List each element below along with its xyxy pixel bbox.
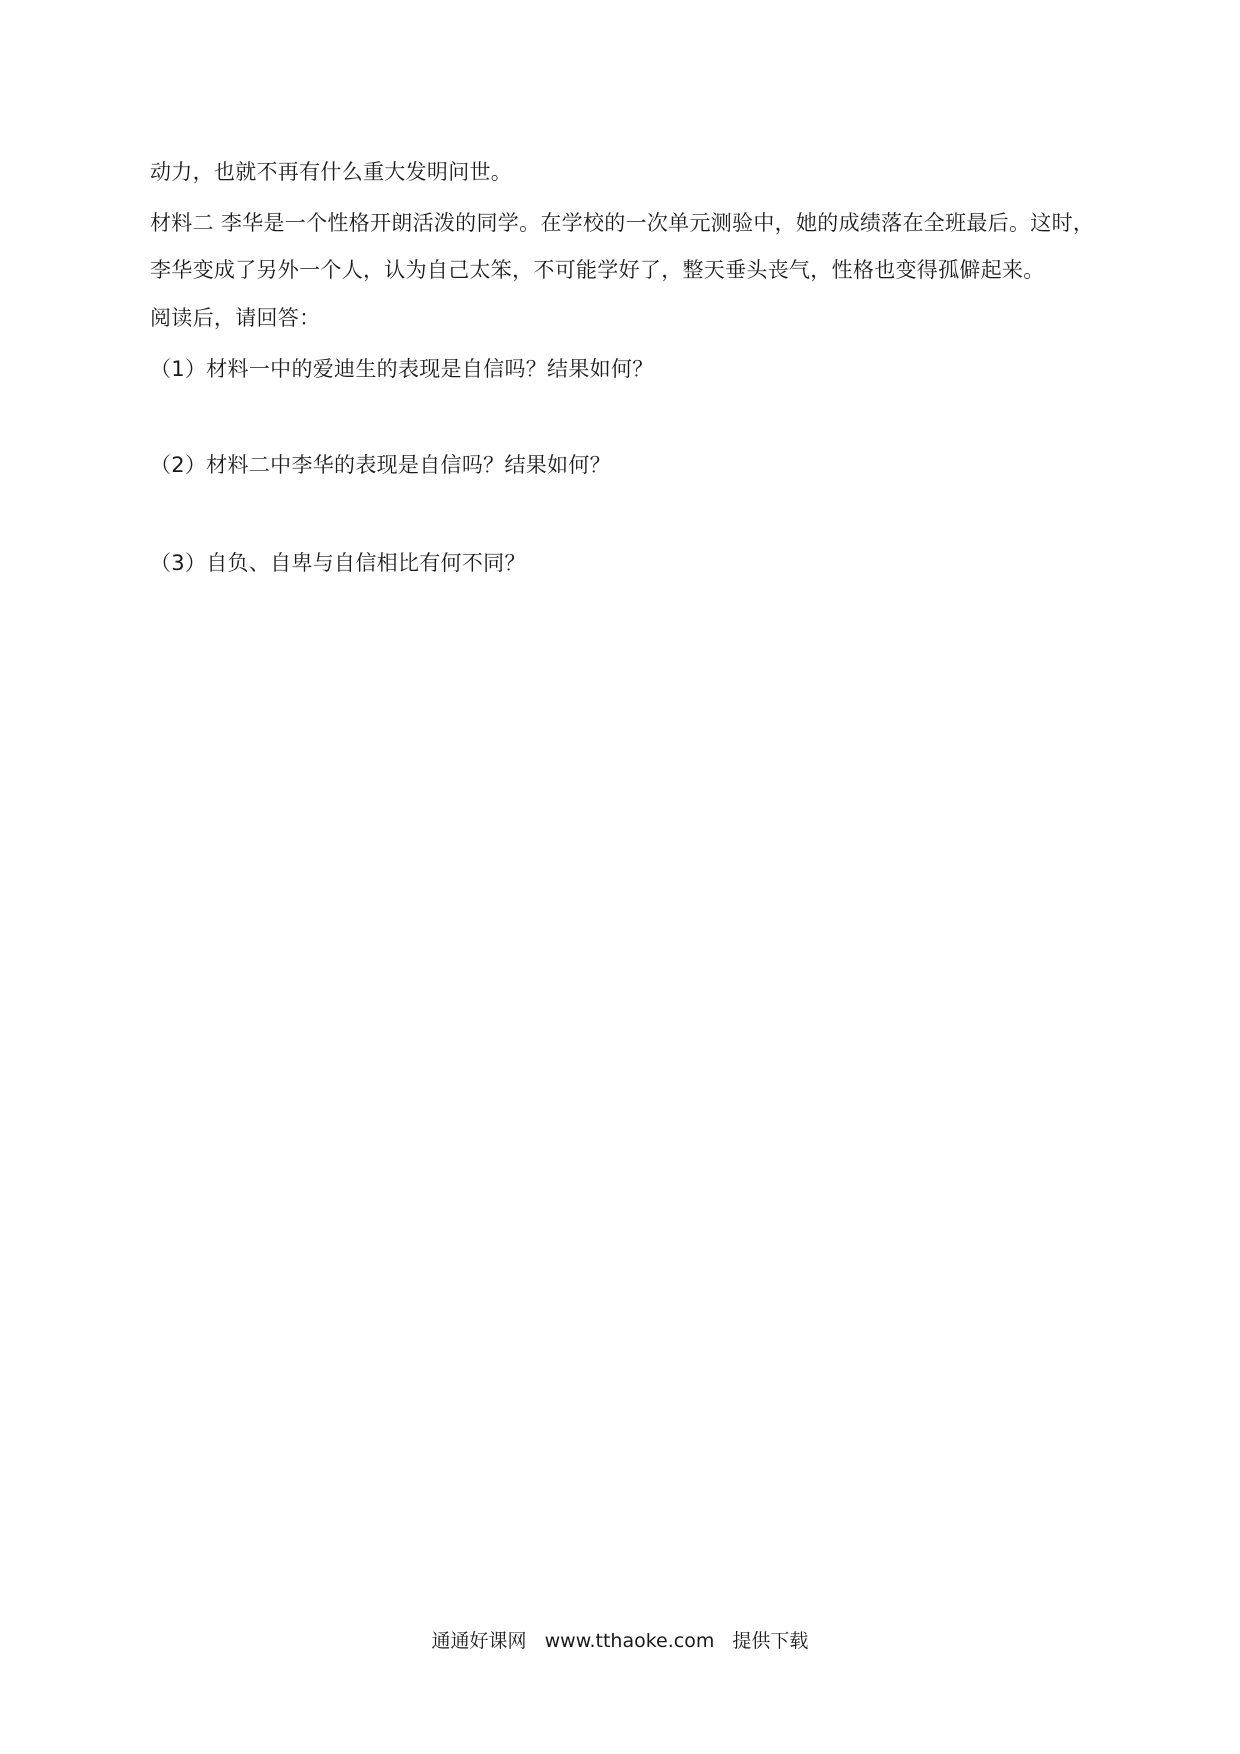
instruction-line: 阅读后，请回答：: [150, 306, 321, 330]
page-footer: [0, 1628, 1240, 1654]
material-two-line: 材料二 李华是一个性格开朗活泼的同学。在学校的一次单元测验中，她的成绩落在全班最后。这时，: [150, 211, 1095, 235]
footer-site-name: 通通好课网: [431, 1630, 527, 1652]
paragraph-line: 动力，也就不再有什么重大发明问世。: [150, 160, 513, 184]
question-3: （3）自负、自卑与自信相比有何不同？: [150, 551, 526, 575]
footer-url: www.tthaoke.com: [544, 1630, 715, 1652]
footer-note: 提供下载: [732, 1630, 809, 1652]
question-1: （1）材料一中的爱迪生的表现是自信吗？结果如何？: [150, 357, 654, 381]
question-2: （2）材料二中李华的表现是自信吗？结果如何？: [150, 453, 611, 477]
paragraph-line: 李华变成了另外一个人，认为自己太笨，不可能学好了，整天垂头丧气，性格也变得孤僻起来。: [150, 258, 1045, 282]
